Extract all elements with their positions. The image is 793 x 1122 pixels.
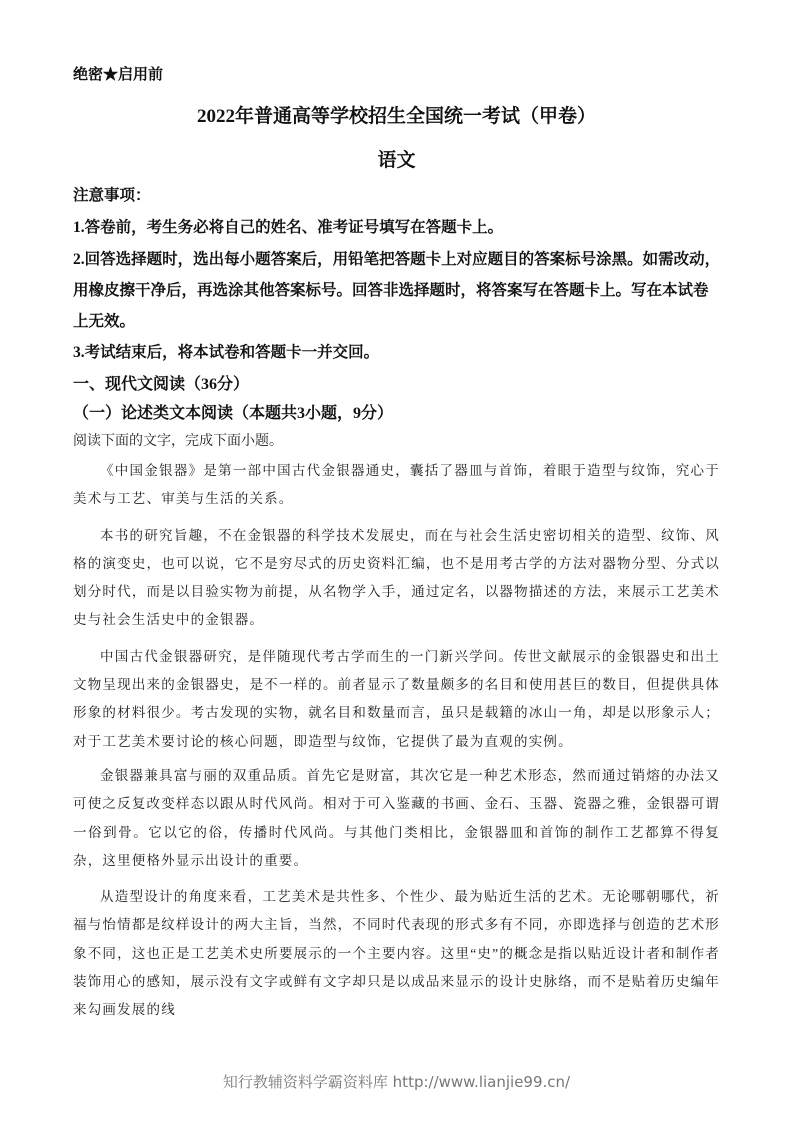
notice-section bbox=[73, 180, 723, 369]
passage-paragraph: 从造型设计的角度来看，工艺美术是共性多、个性少、最为贴近生活的艺术。无论哪朝哪代，祈福与怡情都是纹样设计的两大主旨，当然，不同时代表现的形式多有不同，亦即选择与创造的艺术形象不同，这也正是工艺美术史所要展示的一个主要内容。这里“史”的概念是指以贴近设计者和制作者装饰用心的感知，展示没有文字或鲜有文字却只是以成品来显示的设计史脉络，而不是贴着历史编年来勾画发展的线 bbox=[73, 889, 720, 1018]
reading-passage bbox=[73, 457, 720, 1025]
notice-item-1: 1.答卷前，考生务必将自己的姓名、准考证号填写在答题卡上。 bbox=[73, 219, 504, 236]
notice-item-2: 2.回答选择题时，选出每小题答案后，用铅笔把答题卡上对应题目的答案标号涂黑。如需改动，用橡皮擦干净后，再选涂其他答案标号。回答非选择题时，将答案写在答题卡上。写在本试卷上无效。 bbox=[73, 251, 721, 330]
passage-paragraph: 《中国金银器》是第一部中国古代金银器通史，囊括了器皿与首饰，着眼于造型与纹饰，究心于美术与工艺、审美与生活的关系。 bbox=[73, 463, 720, 507]
notice-heading: 注意事项： bbox=[73, 187, 151, 204]
subject-title: 语文 bbox=[377, 150, 416, 171]
section-heading: 一、现代文阅读（36分） bbox=[73, 376, 250, 393]
subsection-heading: （一）论述类文本阅读（本题共3小题，9分） bbox=[73, 405, 394, 422]
passage-paragraph: 本书的研究旨趣，不在金银器的科学技术发展史，而在与社会生活史密切相关的造型、纹饰、风格的演变史，也可以说，它不是穷尽式的历史资料汇编，也不是用考古学的方法对器物分型、分式以划分时代，而是以目验实物为前提，从名物学入手，通过定名，以器物描述的方法，来展示工艺美术史与社会生活史中的金银器。 bbox=[73, 527, 720, 628]
exam-title: 2022年普通高等学校招生全国统一考试（甲卷） bbox=[196, 106, 596, 127]
confidential-label: 绝密★启用前 bbox=[73, 67, 164, 83]
passage-paragraph: 中国古代金银器研究，是伴随现代考古学而生的一门新兴学问。传世文献展示的金银器史和出土文物呈现出来的金银器史，是不一样的。前者显示了数量颇多的名目和使用甚巨的数目，但提供具体形象的材料很少。考古发现的实物，就名目和数量而言，虽只是载籍的冰山一角，却是以形象示人；对于工艺美术要讨论的核心问题，即造型与纹饰，它提供了最为直观的实例。 bbox=[73, 648, 720, 749]
footer-watermark: 知行教辅资料学霸资料库 http://www.lianjie99.cn/ bbox=[222, 1073, 571, 1091]
reading-instruction: 阅读下面的文字，完成下面小题。 bbox=[73, 434, 283, 449]
notice-item-3: 3.考试结束后，将本试卷和答题卡一并交回。 bbox=[73, 344, 380, 361]
passage-paragraph: 金银器兼具富与丽的双重品质。首先它是财富，其次它是一种艺术形态，然而通过销熔的办法又可使之反复改变样态以跟从时代风尚。相对于可入鉴藏的书画、金石、玉器、瓷器之雅，金银器可谓一俗到骨。它以它的俗，传播时代风尚。与其他门类相比，金银器皿和首饰的制作工艺都算不得复杂，这里便格外显示出设计的重要。 bbox=[73, 767, 720, 868]
